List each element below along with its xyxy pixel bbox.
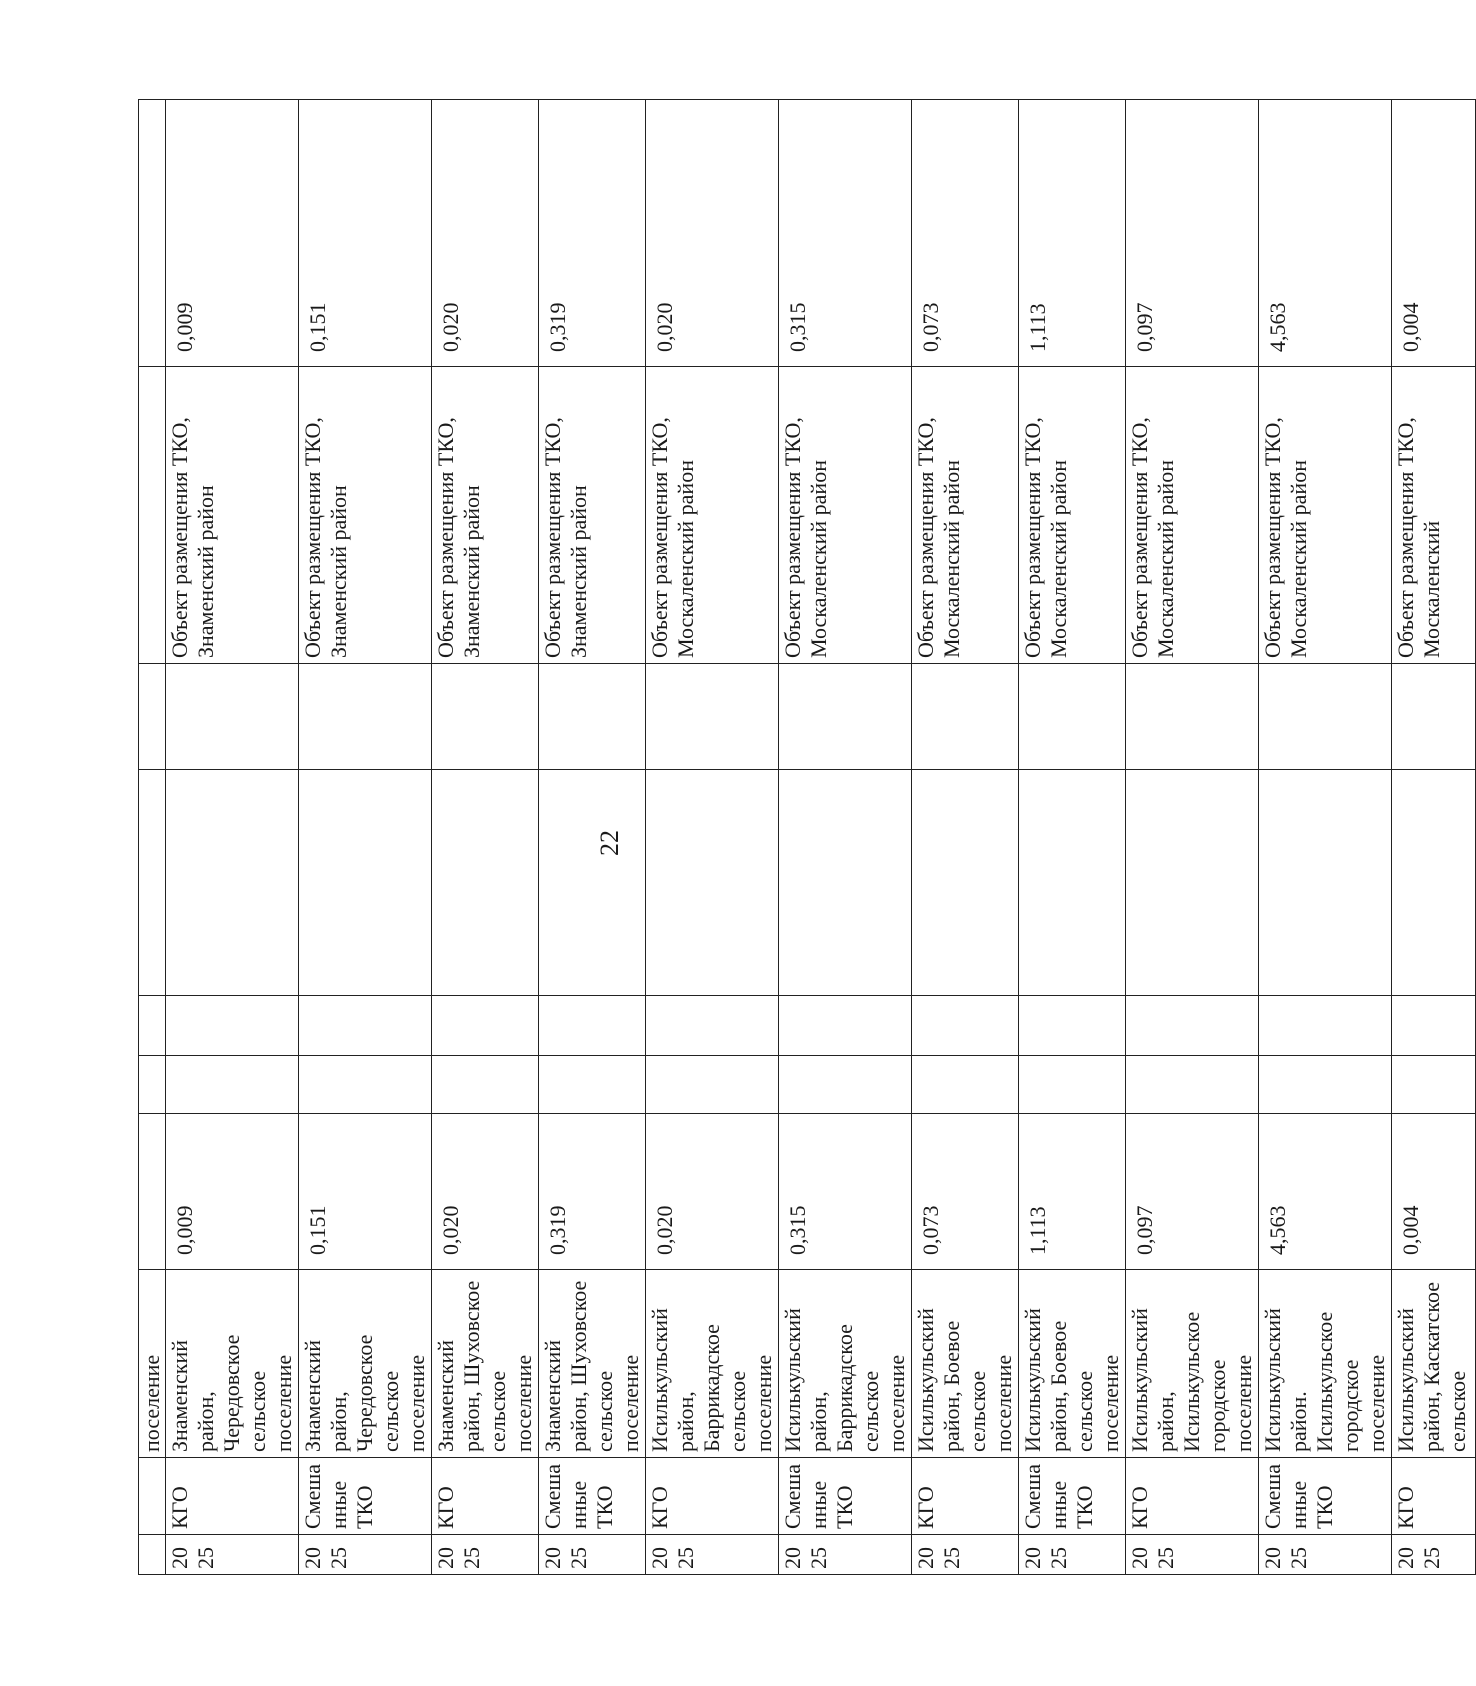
year-cell: 2025 bbox=[166, 1535, 299, 1575]
table-cell bbox=[139, 100, 166, 367]
destination-cell: Объект размещения ТКО, Москаленский bbox=[1392, 367, 1476, 664]
empty-cell bbox=[166, 996, 299, 1056]
waste-type-cell: КГО bbox=[912, 1458, 1019, 1535]
empty-cell bbox=[539, 664, 646, 770]
table-cell bbox=[139, 1535, 166, 1575]
empty-cell bbox=[646, 664, 779, 770]
table-row bbox=[779, 100, 912, 1575]
empty-cell bbox=[1392, 1056, 1476, 1114]
settlement-cell: Исилькульский район, Каскатское сельское bbox=[1392, 1270, 1476, 1458]
waste-type-cell: Смешанные ТКО bbox=[539, 1458, 646, 1535]
destination-cell: Объект размещения ТКО, Москаленский район bbox=[1126, 367, 1259, 664]
empty-cell bbox=[432, 770, 539, 996]
waste-type-cell: Смешанные ТКО bbox=[779, 1458, 912, 1535]
empty-cell bbox=[912, 664, 1019, 770]
destination-cell: Объект размещения ТКО, Знаменский район bbox=[299, 367, 432, 664]
destination-cell: Объект размещения ТКО, Москаленский район bbox=[1019, 367, 1126, 664]
empty-cell bbox=[166, 770, 299, 996]
year-cell: 2025 bbox=[1392, 1535, 1476, 1575]
empty-cell bbox=[646, 770, 779, 996]
empty-cell bbox=[166, 664, 299, 770]
table-row bbox=[166, 100, 299, 1575]
empty-cell bbox=[539, 996, 646, 1056]
empty-cell bbox=[779, 770, 912, 996]
table-row bbox=[1019, 100, 1126, 1575]
volume-cell: 0,009 bbox=[166, 1114, 299, 1270]
volume-cell: 0,004 bbox=[1392, 1114, 1476, 1270]
destination-volume-cell: 0,151 bbox=[299, 100, 432, 367]
destination-volume-cell: 0,004 bbox=[1392, 100, 1476, 367]
empty-cell bbox=[779, 996, 912, 1056]
table-cell bbox=[139, 770, 166, 996]
destination-volume-cell: 0,009 bbox=[166, 100, 299, 367]
empty-cell bbox=[299, 664, 432, 770]
empty-cell bbox=[299, 1056, 432, 1114]
destination-volume-cell: 0,315 bbox=[779, 100, 912, 367]
settlement-cell: Исилькульский район, Баррикадское сельское поселение bbox=[646, 1270, 779, 1458]
destination-cell: Объект размещения ТКО, Москаленский район bbox=[779, 367, 912, 664]
empty-cell bbox=[1392, 996, 1476, 1056]
table-row bbox=[432, 100, 539, 1575]
destination-cell: Объект размещения ТКО, Москаленский район bbox=[646, 367, 779, 664]
waste-type-cell: Смешанные ТКО bbox=[1019, 1458, 1126, 1535]
destination-volume-cell: 0,319 bbox=[539, 100, 646, 367]
empty-cell bbox=[1259, 770, 1392, 996]
destination-cell: Объект размещения ТКО, Москаленский район bbox=[1259, 367, 1392, 664]
settlement-cell: поселение bbox=[139, 1270, 166, 1458]
empty-cell bbox=[912, 1056, 1019, 1114]
empty-cell bbox=[432, 1056, 539, 1114]
volume-cell: 0,151 bbox=[299, 1114, 432, 1270]
empty-cell bbox=[166, 1056, 299, 1114]
waste-type-cell: КГО bbox=[646, 1458, 779, 1535]
table-cell bbox=[139, 367, 166, 664]
table-cell bbox=[139, 996, 166, 1056]
empty-cell bbox=[912, 996, 1019, 1056]
waste-type-cell: КГО bbox=[166, 1458, 299, 1535]
empty-cell bbox=[912, 770, 1019, 996]
waste-type-cell: Смешанные ТКО bbox=[1259, 1458, 1392, 1535]
empty-cell bbox=[779, 664, 912, 770]
destination-volume-cell: 0,020 bbox=[432, 100, 539, 367]
empty-cell bbox=[299, 770, 432, 996]
empty-cell bbox=[1126, 664, 1259, 770]
destination-volume-cell: 0,020 bbox=[646, 100, 779, 367]
table-cell bbox=[139, 1458, 166, 1535]
empty-cell bbox=[1392, 664, 1476, 770]
table-row bbox=[539, 100, 646, 1575]
year-cell: 2025 bbox=[1019, 1535, 1126, 1575]
empty-cell bbox=[539, 770, 646, 996]
settlement-cell: Знаменский район, Шуховское сельское поселение bbox=[432, 1270, 539, 1458]
table-row bbox=[912, 100, 1019, 1575]
empty-cell bbox=[1259, 664, 1392, 770]
empty-cell bbox=[646, 996, 779, 1056]
table-row bbox=[1126, 100, 1259, 1575]
page-number: 22 bbox=[595, 830, 624, 856]
year-cell: 2025 bbox=[912, 1535, 1019, 1575]
empty-cell bbox=[1126, 996, 1259, 1056]
table-row bbox=[646, 100, 779, 1575]
settlement-cell: Исилькульский район, Боевое сельское поселение bbox=[912, 1270, 1019, 1458]
waste-type-cell: КГО bbox=[1126, 1458, 1259, 1535]
year-cell: 2025 bbox=[1259, 1535, 1392, 1575]
rotated-table-wrapper bbox=[138, 100, 1470, 1575]
empty-cell bbox=[432, 996, 539, 1056]
waste-flow-table bbox=[138, 99, 1476, 1575]
volume-cell: 0,097 bbox=[1126, 1114, 1259, 1270]
waste-type-cell: КГО bbox=[1392, 1458, 1476, 1535]
destination-cell: Объект размещения ТКО, Москаленский район bbox=[912, 367, 1019, 664]
destination-cell: Объект размещения ТКО, Знаменский район bbox=[539, 367, 646, 664]
destination-cell: Объект размещения ТКО, Знаменский район bbox=[166, 367, 299, 664]
destination-volume-cell: 4,563 bbox=[1259, 100, 1392, 367]
empty-cell bbox=[646, 1056, 779, 1114]
empty-cell bbox=[1019, 664, 1126, 770]
waste-type-cell: КГО bbox=[432, 1458, 539, 1535]
empty-cell bbox=[1019, 996, 1126, 1056]
empty-cell bbox=[1019, 1056, 1126, 1114]
volume-cell: 0,315 bbox=[779, 1114, 912, 1270]
settlement-cell: Знаменский район, Чередовское сельское поселение bbox=[299, 1270, 432, 1458]
waste-type-cell: Смешанные ТКО bbox=[299, 1458, 432, 1535]
continuation-row bbox=[139, 100, 166, 1575]
settlement-cell: Знаменский район, Чередовское сельское поселение bbox=[166, 1270, 299, 1458]
table-cell bbox=[139, 664, 166, 770]
year-cell: 2025 bbox=[646, 1535, 779, 1575]
table-row bbox=[1392, 100, 1476, 1575]
year-cell: 2025 bbox=[779, 1535, 912, 1575]
volume-cell: 0,020 bbox=[646, 1114, 779, 1270]
empty-cell bbox=[1392, 770, 1476, 996]
table-cell bbox=[139, 1114, 166, 1270]
volume-cell: 4,563 bbox=[1259, 1114, 1392, 1270]
empty-cell bbox=[1259, 1056, 1392, 1114]
settlement-cell: Исилькульский район, Исилькульское городское поселение bbox=[1126, 1270, 1259, 1458]
settlement-cell: Исилькульский район. Исилькульское городское поселение bbox=[1259, 1270, 1392, 1458]
year-cell: 2025 bbox=[299, 1535, 432, 1575]
volume-cell: 1,113 bbox=[1019, 1114, 1126, 1270]
empty-cell bbox=[1019, 770, 1126, 996]
settlement-cell: Знаменский район, Шуховское сельское поселение bbox=[539, 1270, 646, 1458]
settlement-cell: Исилькульский район, Боевое сельское поселение bbox=[1019, 1270, 1126, 1458]
destination-volume-cell: 1,113 bbox=[1019, 100, 1126, 367]
volume-cell: 0,319 bbox=[539, 1114, 646, 1270]
table-row bbox=[299, 100, 432, 1575]
volume-cell: 0,020 bbox=[432, 1114, 539, 1270]
empty-cell bbox=[1126, 1056, 1259, 1114]
empty-cell bbox=[299, 996, 432, 1056]
destination-volume-cell: 0,097 bbox=[1126, 100, 1259, 367]
empty-cell bbox=[432, 664, 539, 770]
year-cell: 2025 bbox=[539, 1535, 646, 1575]
table-cell bbox=[139, 1056, 166, 1114]
empty-cell bbox=[539, 1056, 646, 1114]
destination-volume-cell: 0,073 bbox=[912, 100, 1019, 367]
settlement-cell: Исилькульский район, Баррикадское сельское поселение bbox=[779, 1270, 912, 1458]
empty-cell bbox=[1126, 770, 1259, 996]
year-cell: 2025 bbox=[432, 1535, 539, 1575]
destination-cell: Объект размещения ТКО, Знаменский район bbox=[432, 367, 539, 664]
volume-cell: 0,073 bbox=[912, 1114, 1019, 1270]
empty-cell bbox=[779, 1056, 912, 1114]
year-cell: 2025 bbox=[1126, 1535, 1259, 1575]
empty-cell bbox=[1259, 996, 1392, 1056]
table-row bbox=[1259, 100, 1392, 1575]
